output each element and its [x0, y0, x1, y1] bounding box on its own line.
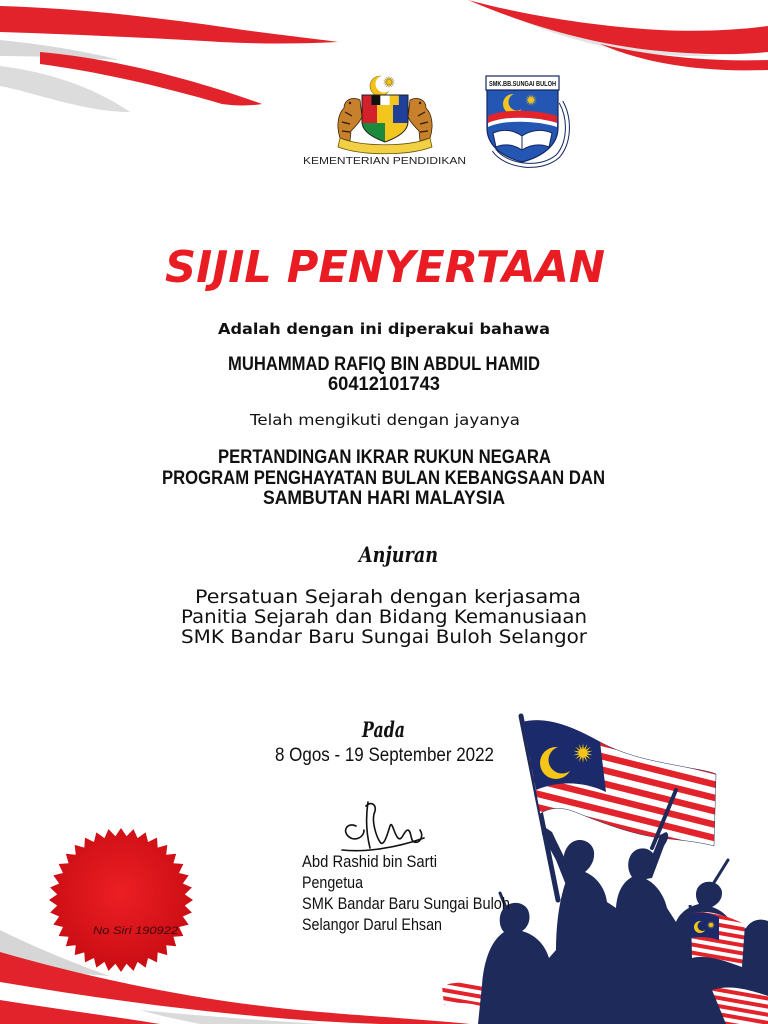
- signatory-position: Pengetua: [302, 874, 364, 892]
- signatory-state: Selangor Darul Ehsan: [302, 916, 442, 934]
- completion-text: Telah mengikuti dengan jayanya: [248, 411, 520, 429]
- organizer-line: SMK Bandar Baru Sungai Buloh Selangor: [181, 626, 588, 648]
- serial-number: No Siri 190922: [93, 925, 178, 937]
- recipient-id: 60412101743: [328, 374, 440, 395]
- signatory-school: SMK Bandar Baru Sungai Buloh: [302, 895, 510, 913]
- school-banner-text: SMK.BB.SUNGAI BULOH: [489, 81, 556, 88]
- organizer-heading: Anjuran: [357, 542, 438, 567]
- ministry-caption: KEMENTERIAN PENDIDIKAN: [303, 156, 466, 167]
- intro-text: Adalah dengan ini diperakui bahawa: [218, 320, 550, 338]
- certificate-title: SIJIL PENYERTAAN: [165, 242, 605, 293]
- date-heading: Pada: [361, 717, 405, 742]
- organizer-line: Persatuan Sejarah dengan kerjasama: [195, 586, 581, 608]
- organizer-line: Panitia Sejarah dan Bidang Kemanusiaan: [181, 606, 587, 628]
- recipient-name: MUHAMMAD RAFIQ BIN ABDUL HAMID: [228, 354, 540, 375]
- event-line: PROGRAM PENGHAYATAN BULAN KEBANGSAAN DAN: [162, 468, 605, 489]
- date-range: 8 Ogos - 19 September 2022: [275, 745, 494, 766]
- signatory-name: Abd Rashid bin Sarti: [302, 853, 437, 871]
- event-line: SAMBUTAN HARI MALAYSIA: [263, 488, 506, 509]
- event-line: PERTANDINGAN IKRAR RUKUN NEGARA: [218, 447, 552, 468]
